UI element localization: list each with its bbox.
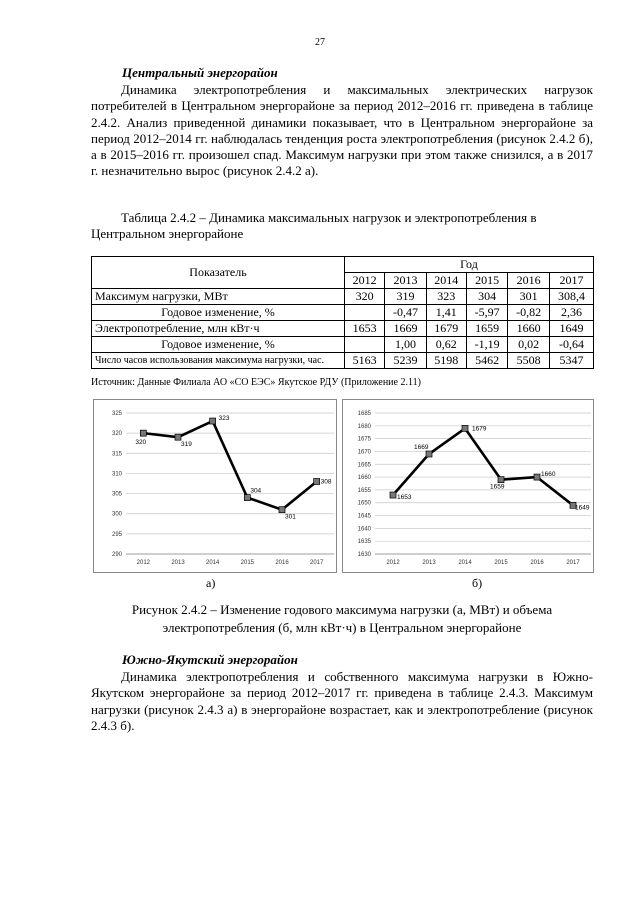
- x-tick-label: 2016: [275, 560, 289, 566]
- x-tick-label: 2012: [386, 560, 400, 566]
- x-tick-label: 2017: [309, 560, 324, 566]
- table-cell: 5239: [385, 353, 427, 369]
- table-row: [92, 337, 594, 353]
- y-tick-label: 295: [111, 531, 122, 538]
- x-tick-label: 2015: [494, 560, 508, 566]
- table-cell: 1669: [385, 321, 427, 337]
- table-cell: 304: [466, 289, 508, 305]
- y-tick-label: 1665: [357, 462, 371, 469]
- series-line: [143, 421, 316, 510]
- x-tick-label: 2013: [422, 560, 436, 566]
- paragraph-south: Динамика электропотребления и собственного максимума нагрузки в Южно-Якутском энергорайоне за период 2012–2017 гг. приведена в таблице 2.4.3. Максимум нагрузки (рисунок 2.4.3 а) в энергорайоне возрастает, как и электропотребление (рисунок 2.4.3 б).: [91, 669, 593, 733]
- table-cell: 320: [345, 289, 385, 305]
- table-cell: -0,64: [549, 337, 593, 353]
- table-cell: 319: [385, 289, 427, 305]
- y-tick-label: 325: [111, 411, 122, 417]
- data-point-marker: [210, 418, 216, 424]
- y-tick-label: 305: [111, 491, 122, 498]
- x-tick-label: 2015: [240, 560, 255, 566]
- table-cell: 0,62: [426, 337, 466, 353]
- y-tick-label: 1660: [357, 475, 371, 482]
- y-tick-label: 1630: [357, 552, 371, 558]
- data-point-marker: [140, 430, 146, 436]
- y-tick-label: 300: [111, 511, 122, 518]
- table-cell: 1660: [508, 321, 550, 337]
- row-label: Число часов использования максимума нагрузки, час.: [92, 353, 345, 369]
- table-cell: 5508: [508, 353, 550, 369]
- x-tick-label: 2016: [530, 560, 544, 566]
- table-cell: [345, 305, 385, 321]
- year-cell: 2016: [508, 273, 550, 289]
- page-number: 27: [315, 37, 325, 48]
- data-label: 1679: [472, 425, 487, 433]
- y-tick-label: 1645: [357, 513, 371, 520]
- x-tick-label: 2017: [566, 560, 580, 566]
- table-cell: 2,36: [549, 305, 593, 321]
- table-cell: 1,00: [385, 337, 427, 353]
- row-label: Максимум нагрузки, МВт: [92, 289, 345, 305]
- y-tick-label: 1655: [357, 487, 371, 494]
- year-cell: 2015: [466, 273, 508, 289]
- table-header-row: [92, 257, 594, 273]
- y-tick-label: 320: [111, 431, 122, 438]
- table-cell: 0,02: [508, 337, 550, 353]
- table-cell: 308,4: [549, 289, 593, 305]
- y-tick-label: 1680: [357, 423, 371, 430]
- table-cell: 5163: [345, 353, 385, 369]
- section-heading-central: Центральный энергорайон: [122, 65, 278, 80]
- y-tick-label: 1685: [357, 411, 371, 417]
- table-cell: 1653: [345, 321, 385, 337]
- header-indicator: Показатель: [92, 257, 345, 289]
- data-label: 1659: [490, 483, 505, 491]
- table-cell: 5347: [549, 353, 593, 369]
- table-cell: 1679: [426, 321, 466, 337]
- table-cell: 323: [426, 289, 466, 305]
- y-tick-label: 1640: [357, 526, 371, 533]
- x-tick-label: 2014: [205, 560, 220, 566]
- chart-a: [94, 400, 336, 572]
- data-label: 1660: [541, 471, 556, 479]
- chart-a-frame: [93, 399, 337, 573]
- data-label: 1649: [575, 504, 590, 512]
- y-tick-label: 1675: [357, 436, 371, 443]
- figure-caption: Рисунок 2.4.2 – Изменение годового максимума нагрузки (а, МВт) и объема электропотребления (б, млн кВт·ч) в Центральном энергорайоне: [131, 602, 553, 635]
- section-heading-south: Южно-Якутский энергорайон: [122, 652, 298, 667]
- table-row: [92, 321, 594, 337]
- table-caption: Таблица 2.4.2 – Динамика максимальных нагрузок и электропотребления в Центральном энергорайоне: [91, 210, 537, 242]
- series-line: [393, 428, 573, 505]
- table-row: [92, 305, 594, 321]
- subcaption-a: а): [206, 576, 216, 590]
- data-label: 301: [285, 513, 296, 521]
- table-cell: 5198: [426, 353, 466, 369]
- x-tick-label: 2013: [171, 560, 185, 566]
- year-cell: 2013: [385, 273, 427, 289]
- header-year: Год: [345, 257, 594, 273]
- year-cell: 2012: [345, 273, 385, 289]
- row-label: Годовое изменение, %: [92, 337, 345, 353]
- row-label: Электропотребление, млн кВт·ч: [92, 321, 345, 337]
- data-point-marker: [426, 451, 432, 457]
- year-cell: 2017: [549, 273, 593, 289]
- data-label: 323: [218, 415, 230, 423]
- y-tick-label: 1635: [357, 539, 371, 546]
- y-tick-label: 1670: [357, 449, 371, 456]
- table-source: Источник: Данные Филиала АО «СО ЕЭС» Якутское РДУ (Приложение 2.11): [91, 377, 421, 388]
- data-point-marker: [279, 507, 285, 513]
- x-tick-label: 2014: [458, 560, 472, 566]
- data-label: 308: [320, 478, 332, 486]
- x-tick-label: 2012: [136, 560, 151, 566]
- year-cell: 2014: [426, 273, 466, 289]
- table-cell: 1,41: [426, 305, 466, 321]
- table-cell: 1649: [549, 321, 593, 337]
- y-tick-label: 290: [111, 552, 122, 558]
- y-tick-label: 315: [111, 451, 122, 458]
- data-label: 304: [250, 487, 262, 495]
- paragraph-central: Динамика электропотребления и максимальных электрических нагрузок потребителей в Центральном энергорайоне за период 2012–2016 гг. приведена в таблице 2.4.2. Анализ приведенной динамики показывает, что в Центральном энергорайоне за период 2012–2014 гг. наблюдалась тенденция роста электропотребления (рисунок 2.4.2 б), а в 2015–2016 гг. произошел спад. Максимум нагрузки при этом также снизился, а в 2017 г. незначительно вырос (рисунок 2.4.2 а).: [91, 82, 593, 179]
- data-point-marker: [314, 478, 320, 484]
- data-point-marker: [498, 477, 504, 483]
- data-point-marker: [390, 492, 396, 498]
- data-label: 1653: [397, 494, 412, 502]
- table-cell: 301: [508, 289, 550, 305]
- data-point-marker: [244, 495, 250, 501]
- table-cell: -5,97: [466, 305, 508, 321]
- data-point-marker: [175, 434, 181, 440]
- table-row: [92, 289, 594, 305]
- y-tick-label: 310: [111, 471, 122, 478]
- y-tick-label: 1650: [357, 500, 371, 507]
- table-cell: 1659: [466, 321, 508, 337]
- chart-b-frame: [342, 399, 594, 573]
- table-cell: -0,47: [385, 305, 427, 321]
- table-cell: -1,19: [466, 337, 508, 353]
- table-cell: [345, 337, 385, 353]
- row-label: Годовое изменение, %: [92, 305, 345, 321]
- table-cell: 5462: [466, 353, 508, 369]
- subcaption-b: б): [472, 576, 483, 590]
- chart-b: [343, 400, 593, 572]
- data-point-marker: [462, 425, 468, 431]
- data-label: 320: [135, 439, 147, 447]
- data-label: 319: [181, 441, 192, 449]
- data-label: 1669: [414, 444, 429, 452]
- data-point-marker: [534, 474, 540, 480]
- data-table: [91, 256, 594, 369]
- table-cell: -0,82: [508, 305, 550, 321]
- table-row: [92, 353, 594, 369]
